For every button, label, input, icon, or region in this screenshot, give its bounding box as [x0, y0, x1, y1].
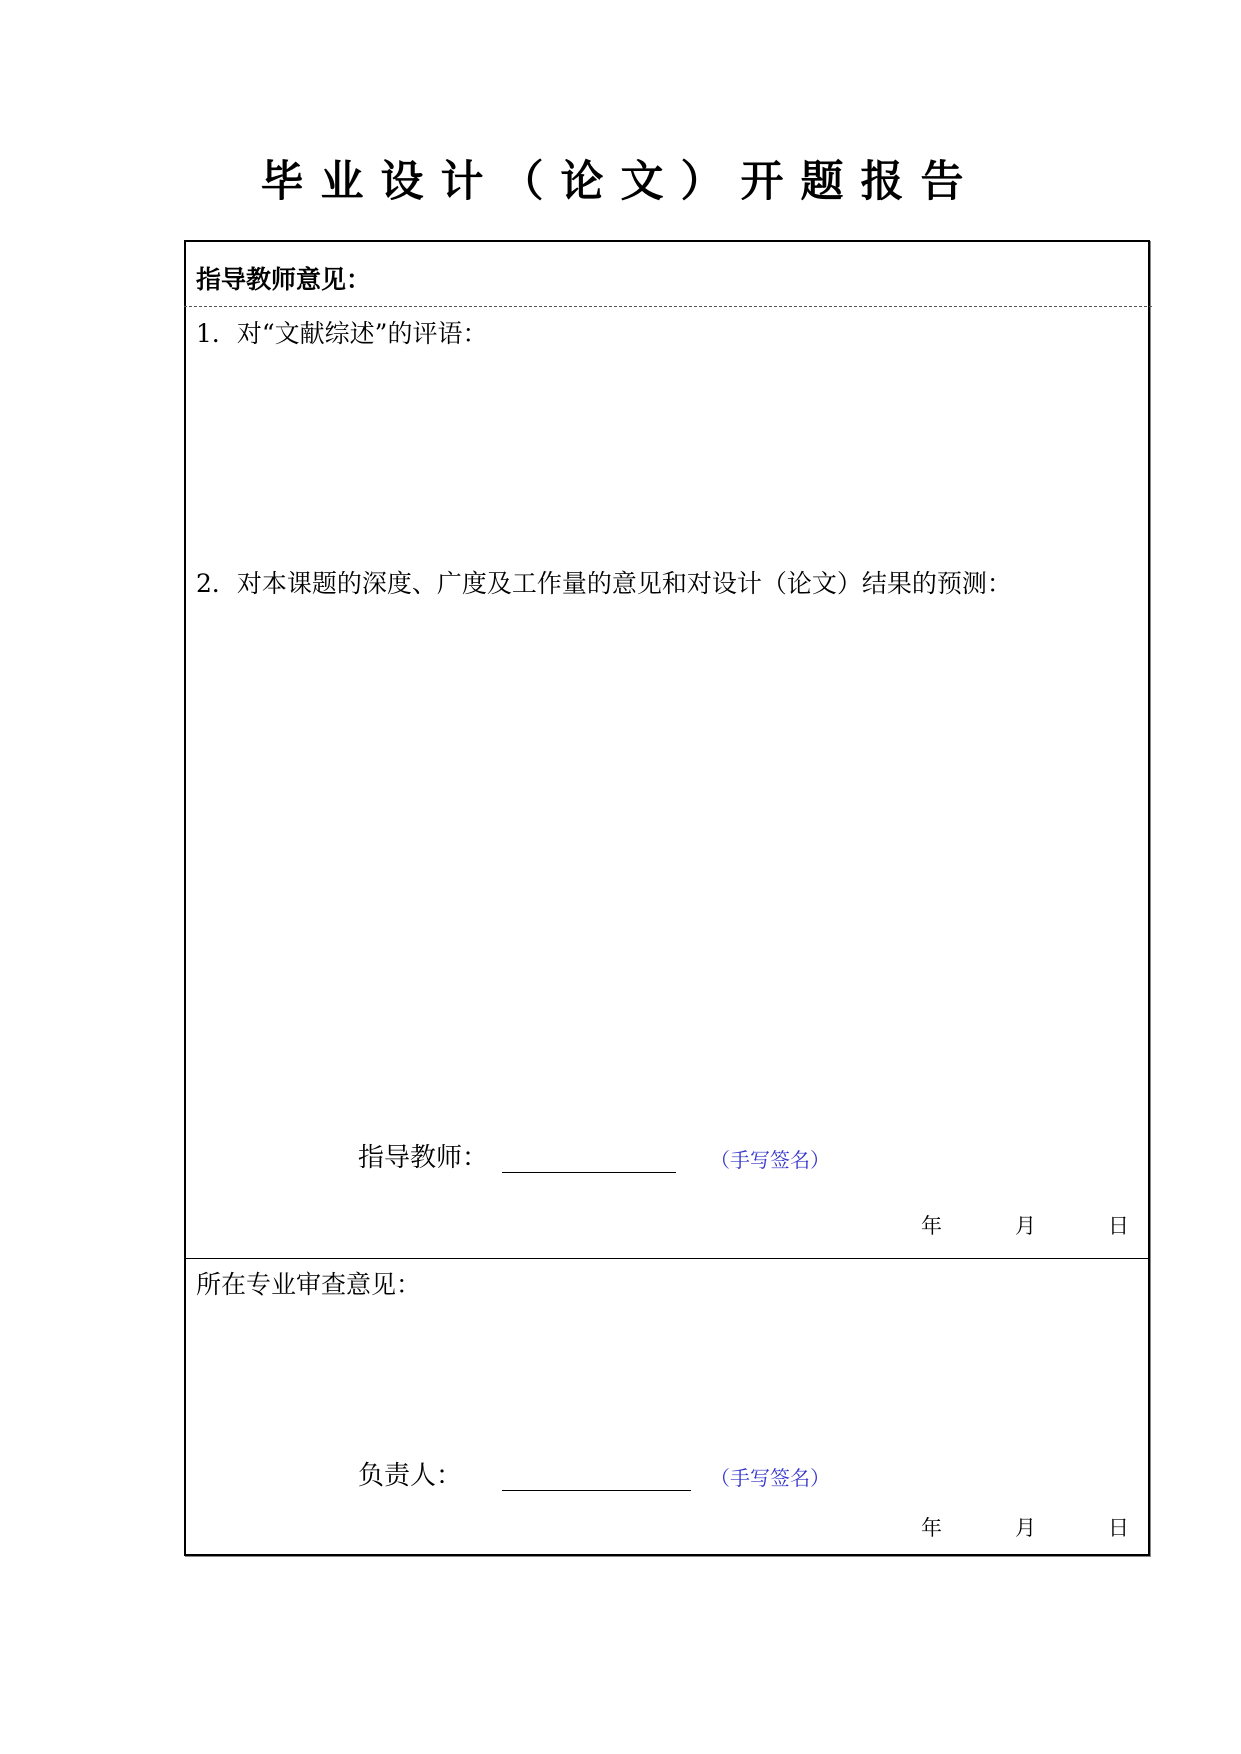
reviewer-signature-label: 负责人： — [358, 1461, 463, 1491]
literature-review-comment-label: 1．对“文献综述”的评语： — [196, 319, 488, 348]
reviewer-date-month: 月 — [1015, 1516, 1036, 1540]
scope-workload-comment-label: 2．对本课题的深度、广度及工作量的意见和对设计（论文）结果的预测： — [196, 569, 1012, 598]
page-title: 毕业设计（论文）开题报告 — [260, 157, 981, 207]
opinion-form-table — [184, 240, 1150, 1556]
section-divider — [184, 1258, 1150, 1259]
advisor-signature-label: 指导教师： — [358, 1143, 489, 1173]
reviewer-date-day: 日 — [1108, 1516, 1129, 1540]
advisor-date-year: 年 — [921, 1214, 942, 1238]
advisor-date-day: 日 — [1108, 1214, 1129, 1238]
advisor-date-month: 月 — [1015, 1214, 1036, 1238]
reviewer-date-year: 年 — [921, 1516, 942, 1540]
reviewer-signature-line[interactable] — [502, 1490, 691, 1491]
advisor-opinion-heading: 指导教师意见： — [196, 265, 372, 294]
reviewer-signature-hint: （手写签名） — [710, 1466, 830, 1490]
dashed-divider — [184, 306, 1152, 307]
major-review-heading: 所在专业审查意见： — [196, 1270, 422, 1299]
advisor-signature-line[interactable] — [502, 1172, 676, 1173]
advisor-signature-hint: （手写签名） — [710, 1148, 830, 1172]
